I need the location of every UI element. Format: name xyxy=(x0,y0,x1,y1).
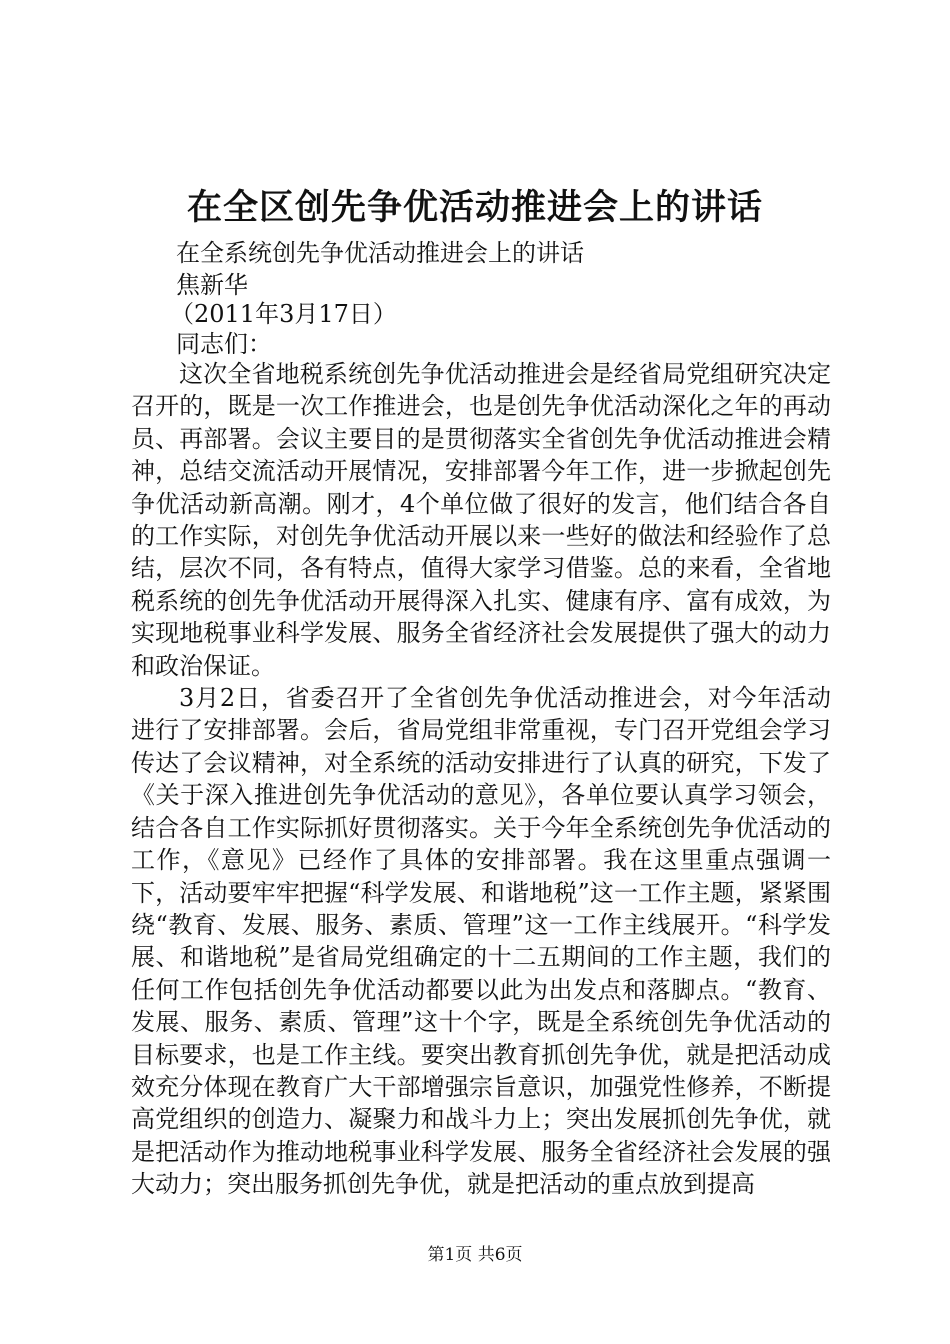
speech-date: （2011年3月17日） xyxy=(170,300,397,328)
document-subtitle: 在全系统创先争优活动推进会上的讲话 xyxy=(176,239,584,267)
body-text xyxy=(131,358,831,1201)
document-title: 在全区创先争优活动推进会上的讲话 xyxy=(186,187,763,228)
salutation: 同志们： xyxy=(176,330,272,358)
page-number: 第1页 共6页 xyxy=(427,1245,523,1265)
paragraph: 这次全省地税系统创先争优活动推进会是经省局党组研究决定召开的，既是一次工作推进会，也是创先争优活动深化之年的再动员、再部署。会议主要目的是贯彻落实全省创先争优活动推进会精神，总结交流活动开展情况，安排部署今年工作，进一步掀起创先争优活动新高潮。刚才，4个单位做了很好的发言，他们结合各自的工作实际，对创先争优活动开展以来一些好的做法和经验作了总结，层次不同，各有特点，值得大家学习借鉴。总的来看，全省地税系统的创先争优活动开展得深入扎实、健康有序、富有成效，为实现地税事业科学发展、服务全省经济社会发展提供了强大的动力和政治保证。 xyxy=(131,360,831,680)
author-name: 焦新华 xyxy=(176,271,248,299)
paragraph: 3月2日，省委召开了全省创先争优活动推进会，对今年活动进行了安排部署。会后，省局党组非常重视，专门召开党组会学习传达了会议精神，对全系统的活动安排进行了认真的研究，下发了《关于深入推进创先争优活动的意见》，各单位要认真学习领会，结合各自工作实际抓好贯彻落实。关于今年全系统创先争优活动的工作，《意见》已经作了具体的安排部署。我在这里重点强调一下，活动要牢牢把握“科学发展、和谐地税”这一工作主题，紧紧围绕“教育、发展、服务、素质、管理”这一工作主线展开。“科学发展、和谐地税”是省局党组确定的十二五期间的工作主题，我们的任何工作包括创先争优活动都要以此为出发点和落脚点。“教育、发展、服务、素质、管理”这十个字，既是全系统创先争优活动的目标要求，也是工作主线。要突出教育抓创先争优，就是把活动成效充分体现在教育广大干部增强宗旨意识，加强党性修养，不断提高党组织的创造力、凝聚力和战斗力上；突出发展抓创先争优，就是把活动作为推动地税事业科学发展、服务全省经济社会发展的强大动力；突出服务抓创先争优，就是把活动的重点放到提高 xyxy=(131,684,831,1199)
